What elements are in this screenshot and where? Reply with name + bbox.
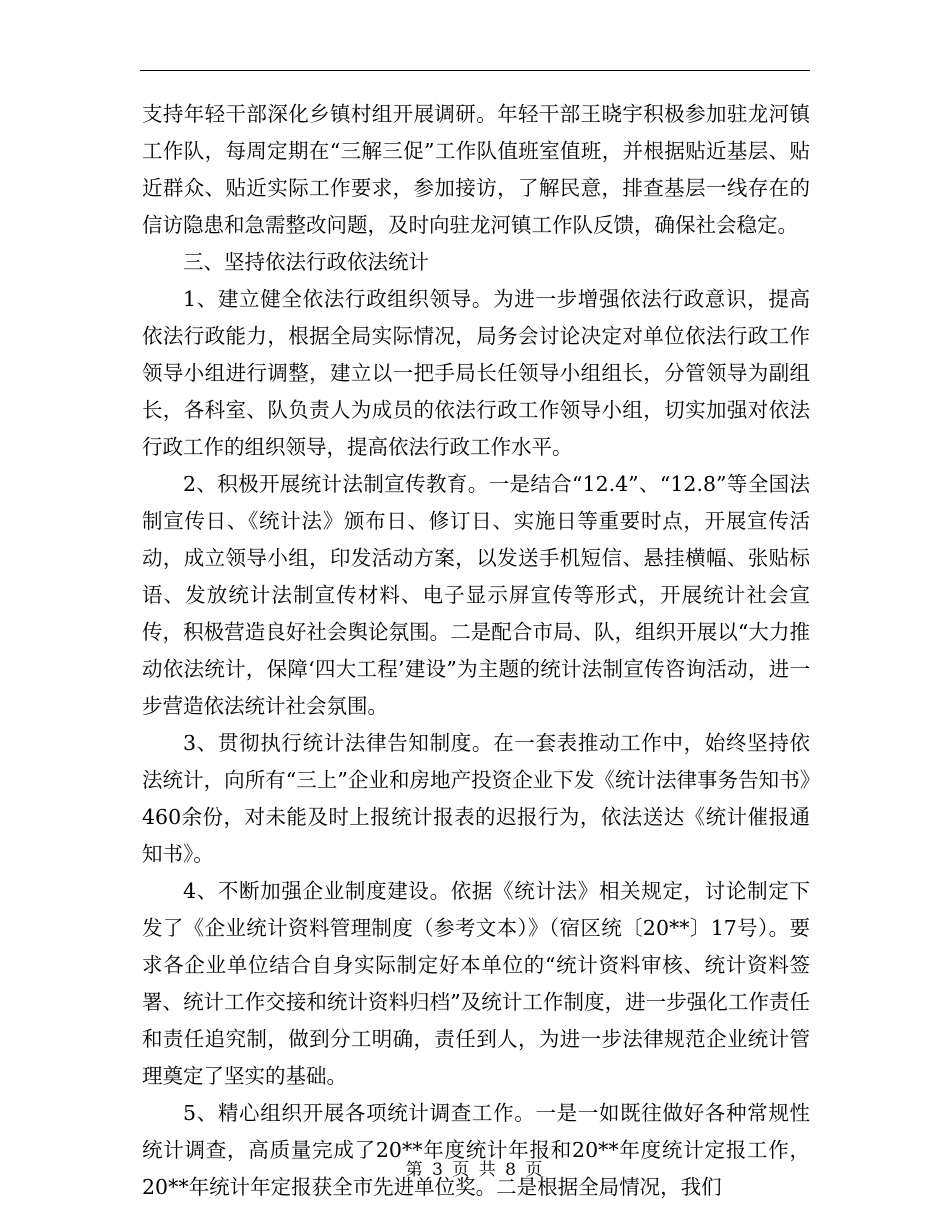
paragraph-item-5: 5、精心组织开展各项统计调查工作。一是一如既往做好各种常规性统计调查，高质量完成了20**年度统计年报和20**年度统计定报工作，20**年统计年定报获全市先进单位奖。二是根据全局情况，我们 — [142, 1101, 810, 1199]
paragraph-continuation: 支持年轻干部深化乡镇村组开展调研。年轻干部王晓宇积极参加驻龙河镇工作队，每周定期在“三解三促”工作队值班室值班，并根据贴近基层、贴近群众、贴近实际工作要求，参加接访，了解民意，排查基层一线存在的信访隐患和急需整改问题，及时向驻龙河镇工作队反馈，确保社会稳定。 — [142, 102, 810, 237]
paragraph-item-2: 2、积极开展统计法制宣传教育。一是结合“12.4”、“12.8”等全国法制宣传日、《统计法》颁布日、修订日、实施日等重要时点，开展宣传活动，成立领导小组，印发活动方案，以发送手机短信、悬挂横幅、张贴标语、发放统计法制宣传材料、电子显示屏宣传等形式，开展统计社会宣传，积极营造良好社会舆论氛围。二是配合市局、队，组织开展以“大力推动依法统计，保障‘四大工程’建设”为主题的统计法制宣传咨询活动，进一步营造依法统计社会氛围。 — [142, 472, 810, 718]
page-number-footer: 第 3 页 共 8 页 — [405, 1160, 545, 1180]
section-heading: 三、坚持依法行政依法统计 — [183, 250, 429, 274]
paragraph-item-1: 1、建立健全依法行政组织领导。为进一步增强依法行政意识，提高依法行政能力，根据全局实际情况，局务会讨论决定对单位依法行政工作领导小组进行调整，建立以一把手局长任领导小组组长，分管领导为副组长，各科室、队负责人为成员的依法行政工作领导小组，切实加强对依法行政工作的组织领导，提高依法行政工作水平。 — [142, 287, 810, 459]
header-rule — [140, 70, 810, 71]
paragraph-item-4: 4、不断加强企业制度建设。依据《统计法》相关规定，讨论制定下发了《企业统计资料管理制度（参考文本）》（宿区统〔20**〕17号）。要求各企业单位结合自身实际制定好本单位的“统计资料审核、统计资料签署、统计工作交接和统计资料归档”及统计工作制度，进一步强化工作责任和责任追究制，做到分工明确，责任到人，为进一步法律规范企业统计管理奠定了坚实的基础。 — [142, 879, 810, 1088]
document-body — [142, 96, 810, 1206]
paragraph-item-3: 3、贯彻执行统计法律告知制度。在一套表推动工作中，始终坚持依法统计，向所有“三上”企业和房地产投资企业下发《统计法律事务告知书》460余份，对未能及时上报统计报表的迟报行为，依法送达《统计催报通知书》。 — [142, 731, 810, 866]
